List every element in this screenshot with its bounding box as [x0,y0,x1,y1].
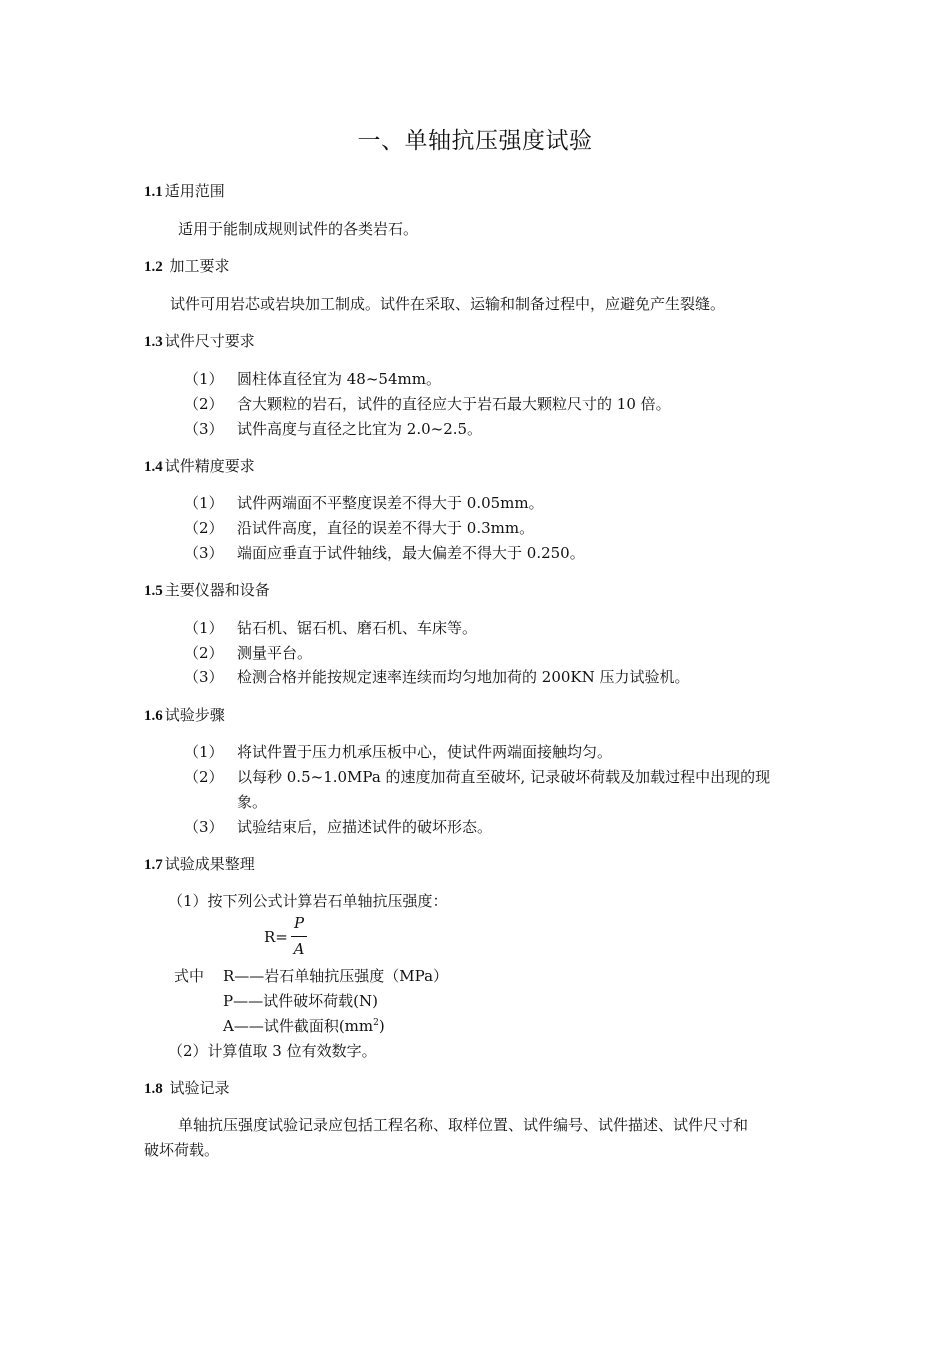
section-title: 主要仪器和设备 [164,581,270,599]
superscript-2: 2 [373,1018,379,1028]
list-text-continuation: 象。 [237,793,268,811]
formula-numerator: P [293,914,305,932]
list-index: （1） [184,370,224,388]
list-index: （1） [184,743,224,761]
list-text: 检测合格并能按规定速率连续而均匀地加荷的 200KN 压力试验机。 [237,668,690,686]
list-text: 将试件置于压力机承压板中心，使试件两端面接触均匀。 [237,743,613,761]
paragraph-processing: 试件可用岩芯或岩块加工制成。试件在采取、运输和制备过程中，应避免产生裂缝。 [170,295,726,313]
section-heading-1-1 [144,180,225,201]
definition-a-text: A——试件截面积(mm [223,1017,374,1035]
section-heading-1-3 [144,330,255,351]
list-text: 钻石机、锯石机、磨石机、车床等。 [237,619,478,637]
section-number: 1.3 [144,334,163,350]
list-text: 试件两端面不平整度误差不得大于 0.05mm。 [237,494,544,512]
list-index: （3） [184,668,224,686]
section-number: 1.4 [144,459,163,475]
list-text: 以每秒 0.5~1.0MPa 的速度加荷直至破坏, 记录破坏荷载及加载过程中出现的现 [237,768,771,786]
list-index: （3） [184,544,224,562]
where-label: 式中 [174,967,205,985]
definition-r: R——岩石单轴抗压强度（MPa） [223,967,449,985]
section-heading-1-6 [144,704,225,725]
strength-formula [264,914,324,962]
section-heading-1-8 [144,1077,230,1098]
section-heading-1-4 [144,455,255,476]
section-number: 1.7 [144,857,163,873]
list-text: 含大颗粒的岩石，试件的直径应大于岩石最大颗粒尺寸的 10 倍。 [237,395,671,413]
list-index: （1） [184,619,224,637]
list-text: 沿试件高度，直径的误差不得大于 0.3mm。 [237,519,535,537]
fraction-bar [291,936,307,937]
section-number: 1.1 [144,184,163,200]
section-title: 试验记录 [164,1079,230,1097]
record-paragraph-line1: 单轴抗压强度试验记录应包括工程名称、取样位置、试件编号、试件描述、试件尺寸和 [178,1116,749,1134]
page-title: 一、单轴抗压强度试验 [357,128,593,154]
list-index: （2） [184,395,224,413]
list-index: （3） [184,818,224,836]
section-title: 试件尺寸要求 [164,332,255,350]
definition-a-end: ) [378,1017,385,1035]
list-text: 试件高度与直径之比宜为 2.0~2.5。 [237,420,483,438]
formula-denominator: A [293,940,305,958]
section-number: 1.5 [144,583,163,599]
formula-lhs: R= [264,928,288,946]
list-text: 圆柱体直径宜为 48~54mm。 [237,370,441,388]
list-index: （3） [184,420,224,438]
list-text: 测量平台。 [237,644,313,662]
list-index: （2） [184,768,224,786]
section-heading-1-2 [144,255,230,276]
section-title: 试验步骤 [164,706,225,724]
calc-instruction: （1）按下列公式计算岩石单轴抗压强度： [168,892,448,910]
section-title: 加工要求 [164,257,230,275]
section-number: 1.2 [144,259,163,275]
list-index: （1） [184,494,224,512]
section-title: 试验成果整理 [164,855,255,873]
list-text: 试验结束后，应描述试件的破坏形态。 [237,818,493,836]
section-number: 1.8 [144,1081,163,1097]
list-index: （2） [184,519,224,537]
section-heading-1-7 [144,853,255,874]
record-paragraph-line2: 破坏荷载。 [144,1141,220,1159]
section-title: 适用范围 [164,182,225,200]
list-index: （2） [184,644,224,662]
list-text: 端面应垂直于试件轴线，最大偏差不得大于 0.250。 [237,544,585,562]
definition-a [223,1015,385,1036]
definition-p: P——试件破坏荷载(N) [223,992,378,1010]
paragraph-scope: 适用于能制成规则试件的各类岩石。 [178,220,419,238]
significant-digits-note: （2）计算值取 3 位有效数字。 [168,1042,377,1060]
section-heading-1-5 [144,579,270,600]
section-number: 1.6 [144,708,163,724]
section-title: 试件精度要求 [164,457,255,475]
